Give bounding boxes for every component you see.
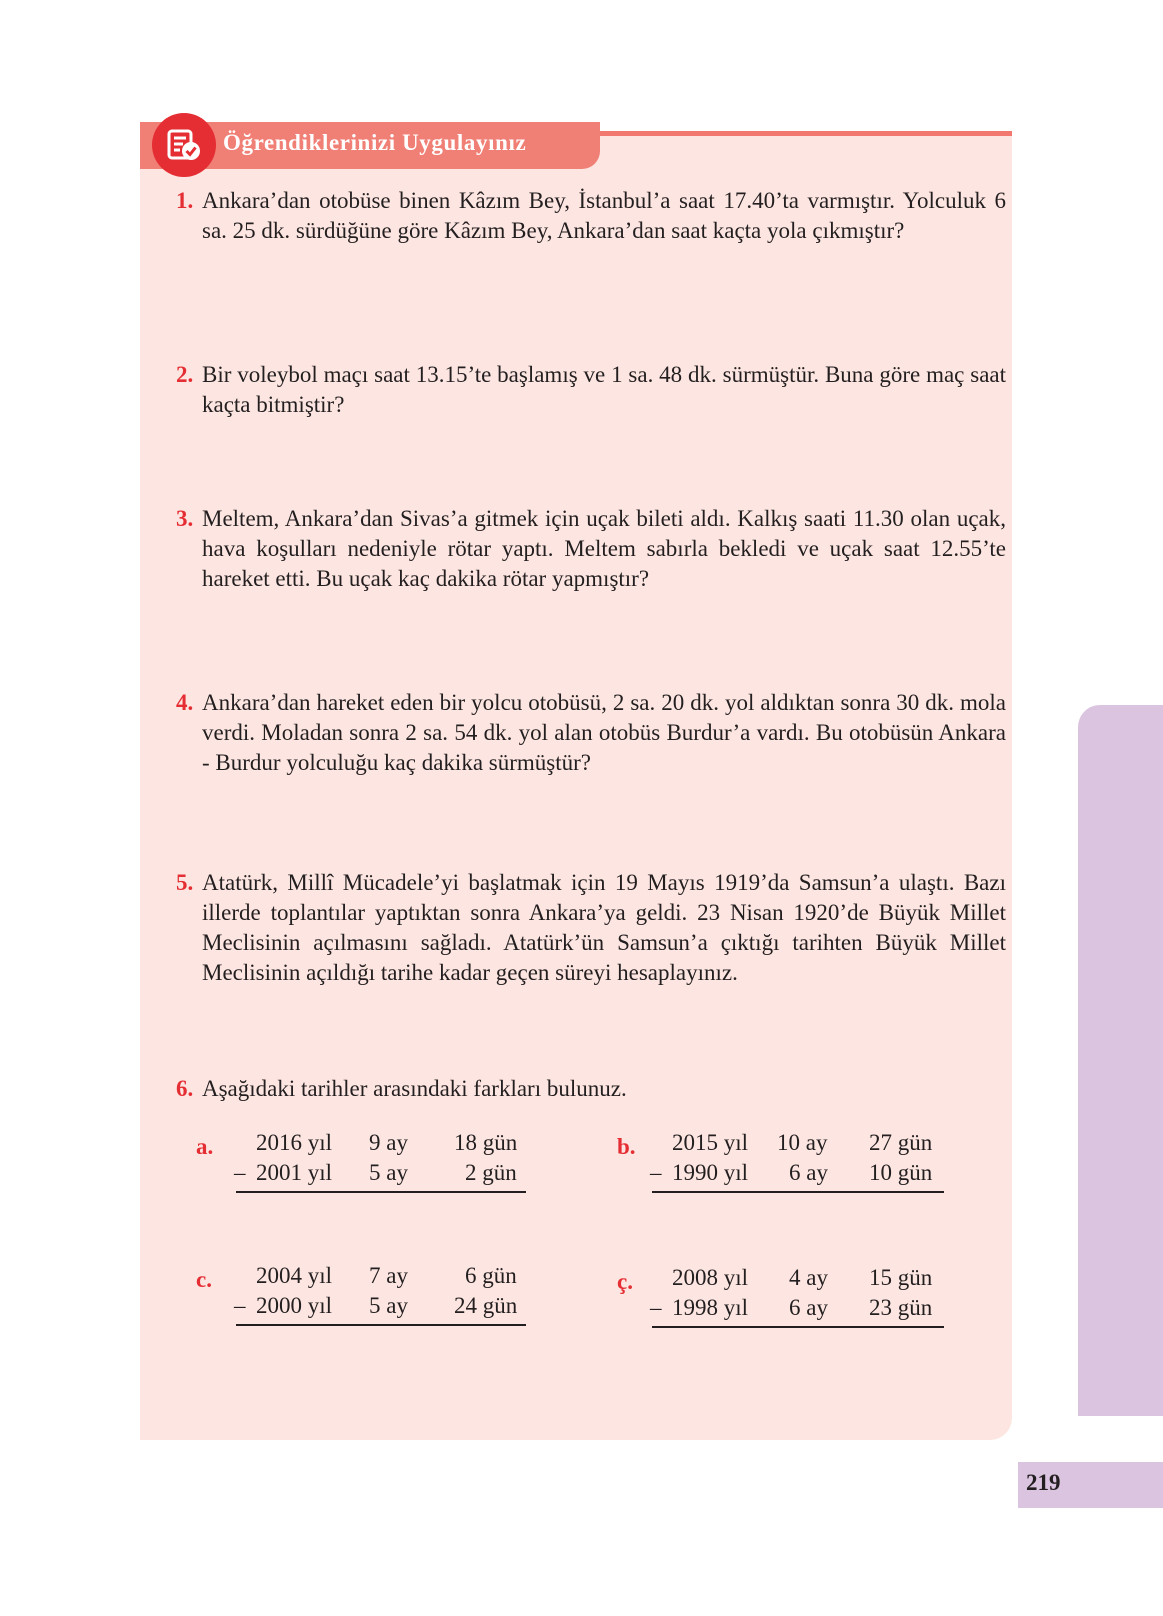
question-6 xyxy=(176,1074,1006,1104)
top-month: 10 ay xyxy=(777,1130,828,1155)
question-number: 5. xyxy=(176,870,194,895)
question-4 xyxy=(176,688,1006,778)
minus-sign: – xyxy=(234,1293,246,1318)
top-day: 18 gün xyxy=(454,1130,518,1155)
subtraction-line xyxy=(652,1191,944,1193)
question-text: Ankara’dan otobüse binen Kâzım Bey, İstanbul’a saat 17.40’ta varmıştır. Yolculuk 6 sa. 25 dk. sürdüğüne göre Kâzım Bey, Ankara’dan saat kaçta yola çıkmıştır? xyxy=(202,188,1006,243)
question-number: 6. xyxy=(176,1076,194,1101)
minus-sign: – xyxy=(650,1160,662,1185)
bottom-day: 2 gün xyxy=(465,1160,517,1185)
top-year: 2008 yıl xyxy=(672,1265,749,1290)
question-5 xyxy=(176,868,1006,988)
top-day: 6 gün xyxy=(465,1263,517,1288)
question-text: Atatürk, Millî Mücadele’yi başlatmak için 19 Mayıs 1919’da Samsun’a ulaştı. Bazı illerde toplantılar yaptıktan sonra Ankara’ya geldi. 23 Nisan 1920’de Büyük Millet Meclisinin açılmasını sağladı. Atatürk’ün Samsun’a çıktığı tarihten Büyük Millet Meclisinin açıldığı tarihe kadar geçen süreyi hesaplayınız. xyxy=(202,870,1006,985)
top-day: 27 gün xyxy=(869,1130,933,1155)
bottom-year: 2000 yıl xyxy=(256,1293,333,1318)
question-1 xyxy=(176,186,1006,246)
top-year: 2004 yıl xyxy=(256,1263,333,1288)
chapter-side-tab xyxy=(1078,705,1163,1416)
checklist-icon xyxy=(152,113,216,177)
subtraction-b xyxy=(617,1128,937,1194)
subtraction-label: b. xyxy=(617,1134,636,1159)
bottom-year: 1990 yıl xyxy=(672,1160,749,1185)
subtraction-c xyxy=(196,1261,516,1327)
subtraction-label: ç. xyxy=(617,1269,633,1294)
top-month: 7 ay xyxy=(369,1263,408,1288)
question-text: Aşağıdaki tarihler arasındaki farkları bulunuz. xyxy=(202,1076,627,1101)
bottom-year: 2001 yıl xyxy=(256,1160,333,1185)
top-month: 4 ay xyxy=(789,1265,828,1290)
subtraction-c-cedilla xyxy=(617,1263,937,1329)
question-text: Bir voleybol maçı saat 13.15’te başlamış ve 1 sa. 48 dk. sürmüştür. Buna göre maç saat kaçta bitmiştir? xyxy=(202,362,1006,417)
subtraction-label: a. xyxy=(196,1134,214,1159)
minus-sign: – xyxy=(234,1160,246,1185)
bottom-month: 6 ay xyxy=(789,1295,828,1320)
top-day: 15 gün xyxy=(869,1265,933,1290)
question-number: 4. xyxy=(176,690,194,715)
question-text: Ankara’dan hareket eden bir yolcu otobüsü, 2 sa. 20 dk. yol aldıktan sonra 30 dk. mola verdi. Moladan sonra 2 sa. 54 dk. yol alan otobüs Burdur’a vardı. Bu otobüsün Ankara - Burdur yolculuğu kaç dakika sürmüştür? xyxy=(202,690,1006,775)
header-rule xyxy=(590,131,1012,136)
minus-sign: – xyxy=(650,1295,662,1320)
subtraction-line xyxy=(652,1326,944,1328)
question-number: 1. xyxy=(176,188,194,213)
top-year: 2015 yıl xyxy=(672,1130,749,1155)
question-number: 3. xyxy=(176,506,194,531)
bottom-day: 10 gün xyxy=(869,1160,933,1185)
question-number: 2. xyxy=(176,362,194,387)
question-2 xyxy=(176,360,1006,420)
subtraction-line xyxy=(236,1324,526,1326)
bottom-month: 5 ay xyxy=(369,1293,408,1318)
subtraction-label: c. xyxy=(196,1267,212,1292)
section-title: Öğrendiklerinizi Uygulayınız xyxy=(223,130,527,155)
top-month: 9 ay xyxy=(369,1130,408,1155)
question-3 xyxy=(176,504,1006,594)
subtraction-line xyxy=(236,1191,526,1193)
subtraction-a xyxy=(196,1128,516,1194)
question-text: Meltem, Ankara’dan Sivas’a gitmek için uçak bileti aldı. Kalkış saati 11.30 olan uçak, hava koşulları nedeniyle rötar yaptı. Meltem sabırla bekledi ve uçak saat 12.55’te hareket etti. Bu uçak kaç dakika rötar yapmıştır? xyxy=(202,506,1006,591)
bottom-month: 6 ay xyxy=(789,1160,828,1185)
bottom-month: 5 ay xyxy=(369,1160,408,1185)
bottom-year: 1998 yıl xyxy=(672,1295,749,1320)
top-year: 2016 yıl xyxy=(256,1130,333,1155)
bottom-day: 23 gün xyxy=(869,1295,933,1320)
page-number: 219 xyxy=(1026,1470,1061,1495)
exercise-panel xyxy=(140,133,1012,1440)
bottom-day: 24 gün xyxy=(454,1293,518,1318)
